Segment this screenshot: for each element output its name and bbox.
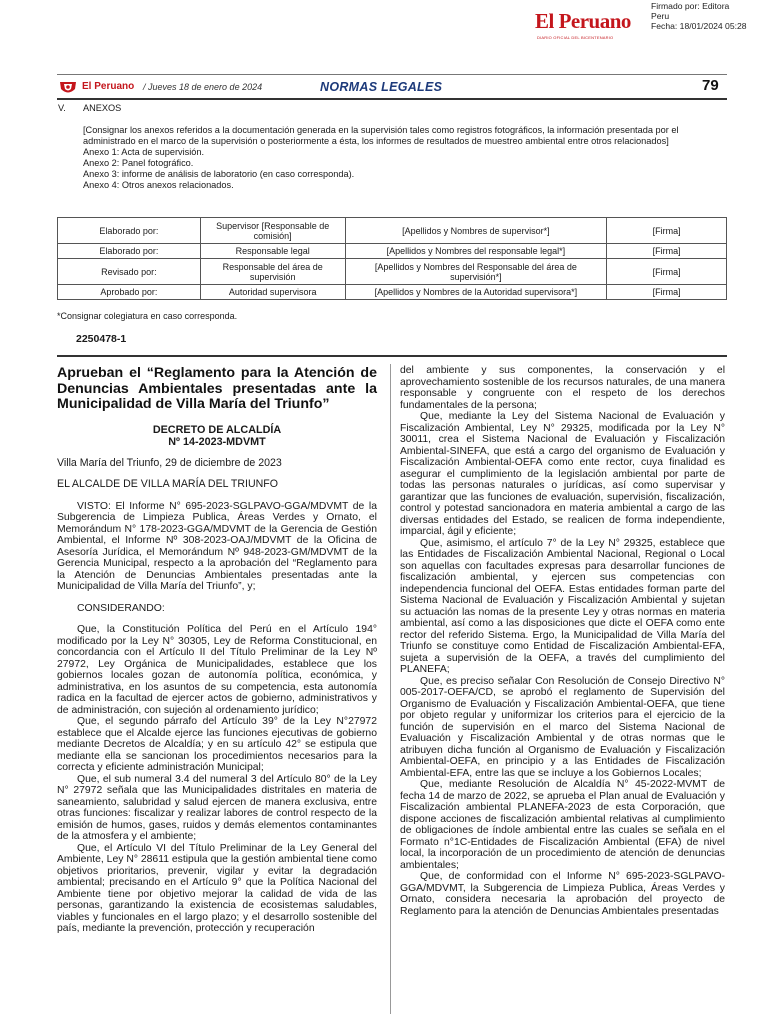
- annex-heading: ANEXOS: [83, 103, 122, 113]
- visto-paragraph: VISTO: El Informe N° 695-2023-SGLPAVO-GGA/MDVMT de la Subgerencia de Limpieza Publica, Áreas Verdes y Ornato, el Memorándum N° 178-2023-GGA/MDVMT de la Gerencia de Gestión Ambiental, el Informe Nº 308-2023-OAJ/MDVMT de la Oficina de Asesoría Jurídica, el Memorándum Nº 948-2023-GM/MDVMT de la Gerencia Municipal, respecto a la aprobación del “Reglamento para la Atención de Denuncias Ambientales presentadas ante la Municipalidad de Villa María del Triunfo”, y;: [57, 500, 377, 592]
- table-cell: Elaborado por:: [58, 244, 201, 259]
- table-row: [58, 244, 727, 259]
- column-divider: [390, 364, 391, 1014]
- table-cell: Responsable legal: [200, 244, 345, 259]
- digital-signature: [651, 1, 747, 31]
- annex-line: Anexo 4: Otros anexos relacionados.: [83, 180, 234, 190]
- table-row: [58, 259, 727, 285]
- table-cell: Elaborado por:: [58, 218, 201, 244]
- article-left-column: [57, 366, 377, 935]
- table-cell: Revisado por:: [58, 259, 201, 285]
- annex-body: [83, 125, 723, 191]
- table-cell: [Apellidos y Nombres del Responsable del área de supervisión*]: [345, 259, 607, 285]
- body-paragraph: Que, de conformidad con el Informe N° 695-2023-SGLPAVO-GGA/MDVMT, la Subgerencia de Limpieza Publica, Áreas Verdes y Ornato, considera necesaria la aprobación del proyecto de Reglamento para la atención de Denuncias Ambientales presentadas: [400, 871, 725, 917]
- annex-line: Anexo 3: informe de análisis de laboratorio (en caso corresponda).: [83, 169, 355, 179]
- table-cell: Supervisor [Responsable de comisión]: [200, 218, 345, 244]
- body-paragraph: Que, mediante Resolución de Alcaldía N° 45-2022-MVMT de fecha 14 de marzo de 2022, se aprueba el Plan anual de Evaluación y Fiscalización ambiental PLANEFA-2023 de esta Corporación, que dispone acciones de fiscalización ambiental relativas al cumplimiento de obligaciones de índole ambiental entre las cuales se señala en el Formato n°1C-Entidades de Fiscalización Ambiental (EFA) de nivel local, la incorporación de un procedimiento de atención de denuncias ambientales;: [400, 779, 725, 871]
- table-row: [58, 285, 727, 300]
- body-paragraph: Que, la Constitución Política del Perú en el Artículo 194° modificado por la Ley N° 30305, Ley de Reforma Constitucional, en concordancia con el Artículo II del Título Preliminar de la Ley Nº 27972, Ley Orgánica de Municipalidades, establece que los gobiernos locales gozan de autonomía política, económica, y administrativa, en los asuntos de su competencia, esta autonomía radica en la facultad de ejercer actos de gobierno, administrativos y de administración, con sujeción al ordenamiento jurídico;: [57, 624, 377, 716]
- table-cell: [Apellidos y Nombres del responsable legal*]: [345, 244, 607, 259]
- article-right-column: [400, 365, 725, 917]
- table-cell: Responsable del área de supervisión: [200, 259, 345, 285]
- section-title: NORMAS LEGALES: [320, 80, 443, 94]
- signature-table: [57, 217, 727, 300]
- table-cell: [Firma]: [607, 244, 727, 259]
- header-brand: El Peruano: [82, 81, 135, 92]
- annex-line: [Consignar los anexos referidos a la documentación generada en la supervisión tales como registros fotográficos, la información presentada por el administrado en el marco de la supervisión o posteriormente a ésta, los informes de resultados de muestreo ambiental entre otros relacionados]: [83, 125, 679, 146]
- authority-line: EL ALCALDE DE VILLA MARÍA DEL TRIUNFO: [57, 478, 278, 490]
- annex-number: V.: [58, 103, 66, 113]
- publication-code: 2250478-1: [76, 333, 127, 345]
- table-cell: [Apellidos y Nombres de supervisor*]: [345, 218, 607, 244]
- signature-line: Peru: [651, 11, 670, 21]
- body-paragraph: Que, el Artículo VI del Título Preliminar de la Ley General del Ambiente, Ley N° 28611 estipula que la gestión ambiental tiene como objetivos prioritarios, prevenir, vigilar y evitar la degradación ambiental; precisando en el Artículo 9° que la Política Nacional del Ambiente tiene por objetivo mejorar la calidad de vida de las personas, garantizando la existencia de ecosistemas saludables, viables y funcionales en el largo plazo; y el desarrollo sostenible del país, mediante la prevención, protección y recuperación: [57, 842, 377, 934]
- place-date: Villa María del Triunfo, 29 de diciembre de 2023: [57, 456, 282, 469]
- table-cell: [Apellidos y Nombres de la Autoridad supervisora*]: [345, 285, 607, 300]
- page-number: 79: [702, 77, 719, 94]
- table-cell: [Firma]: [607, 285, 727, 300]
- article-title: Aprueban el “Reglamento para la Atención de Denuncias Ambientales presentadas ante la Municipalidad de Villa María del Triunfo”: [57, 365, 377, 412]
- masthead-tagline: DIARIO OFICIAL DEL BICENTENARIO: [537, 35, 614, 40]
- table-cell: Aprobado por:: [58, 285, 201, 300]
- body-paragraph: Que, el segundo párrafo del Artículo 39° de la Ley N°27972 establece que el Alcalde ejerce las funciones ejecutivas de gobierno mediante Decretos de Alcaldía; y en su artículo 42° se estipula que mediante ella se sancionan los procedimientos necesarios para la correcta y eficiente administración Municipal;: [57, 716, 377, 773]
- body-paragraph: Que, es preciso señalar Con Resolución de Consejo Directivo N° 005-2017-OEFA/CD, se aprobó el reglamento de Supervisión del Organismo de Evaluación y Fiscalización Ambiental-OEFA, que tiene por objeto regular y uniformizar los criterios para el ejercicio de la función de supervisión en el marco del Sistema Nacional de Evaluación y Fiscalización Ambiental y de otras normas que le atribuyen dicha función al Organismo de Evaluación y Fiscalización Ambiental-OEFA, en principio y a las Entidades de Fiscalización Ambiental-EFA, entre las que se incluye a los Gobiernos Locales;: [400, 675, 725, 779]
- coat-of-arms-icon: [58, 79, 78, 96]
- section-separator: [57, 355, 727, 357]
- body-paragraph: Que, mediante la Ley del Sistema Nacional de Evaluación y Fiscalización Ambiental, Ley N° 29325, modificada por la Ley N° 30011, crea el Sistema Nacional de Evaluación y Fiscalización Ambiental-SINEFA, que está a cargo del organismo de Evaluación y Fiscalización Ambiental-OEFA como ente rector, cuya finalidad es asegurar el cumplimiento de la legislación ambiental por parte de todas las personas naturales o jurídicas, así como supervisar y garantizar que las funciones de evaluación, supervisión, fiscalización, control y potestad sancionadora en materia ambiental a cargo de las diversas entidades del Estado, se realicen de forma independiente, imparcial, ágil y eficiente;: [400, 411, 725, 537]
- decree-name: DECRETO DE ALCALDÍA: [152, 423, 282, 436]
- body-paragraph: Que, asimismo, el artículo 7° de la Ley N° 29325, establece que las Entidades de Fiscalización Ambiental Nacional, Regional o Local son aquellas con facultades expresas para desarrollar funciones de fiscalización ambiental, y ejercen sus competencias con independencia funcional del OEFA. Estas entidades forman parte del Sistema Nacional de Evaluación y Fiscalización Ambiental y sujetan su actuación las nomas de la presente Ley y otras normas en materia ambiental, así como a las disposiciones que dicte el OEFA como ente rector del referido Sistema. Ergo, la Municipalidad de Villa María del Triunfo se constituye como Entidad de Fiscalización Ambiental-EFA, sujeta a supervisión de la OEFA, a través del cumplimiento del PLANEFA;: [400, 537, 725, 675]
- header-rule: [57, 98, 727, 100]
- signature-line: Firmado por: Editora: [651, 1, 730, 11]
- table-cell: [Firma]: [607, 218, 727, 244]
- decree-number: Nº 14-2023-MDVMT: [168, 435, 266, 448]
- considerando-heading: CONSIDERANDO:: [77, 602, 165, 614]
- signature-line: Fecha: 18/01/2024 05:28: [651, 21, 747, 31]
- annex-line: Anexo 1: Acta de supervisión.: [83, 147, 205, 157]
- body-paragraph: Que, el sub numeral 3.4 del numeral 3 del Artículo 80° de la Ley N° 27972 señala que las Municipalidades distritales en materia de saneamiento, salubridad y salud ejercen de manera exclusiva, entre otras funciones: fiscalizar y realizar labores de control respecto de la emisión de humos, gases, ruidos y demás elementos contaminantes de la atmosfera y el ambiente;: [57, 773, 377, 842]
- header-date: / Jueves 18 de enero de 2024: [143, 82, 263, 92]
- table-cell: [Firma]: [607, 259, 727, 285]
- body-paragraph: del ambiente y sus componentes, la conservación y el aprovechamiento sostenible de los recursos naturales, de una manera responsable y congruente con el respeto de los derechos fundamentales de la persona;: [400, 365, 725, 411]
- masthead-brand: El Peruano: [535, 9, 631, 33]
- decree-heading: [57, 424, 377, 448]
- table-row: [58, 218, 727, 244]
- header-top-rule: [57, 74, 727, 75]
- table-cell: Autoridad supervisora: [200, 285, 345, 300]
- table-note: *Consignar colegiatura en caso corresponda.: [57, 311, 238, 321]
- annex-line: Anexo 2: Panel fotográfico.: [83, 158, 194, 168]
